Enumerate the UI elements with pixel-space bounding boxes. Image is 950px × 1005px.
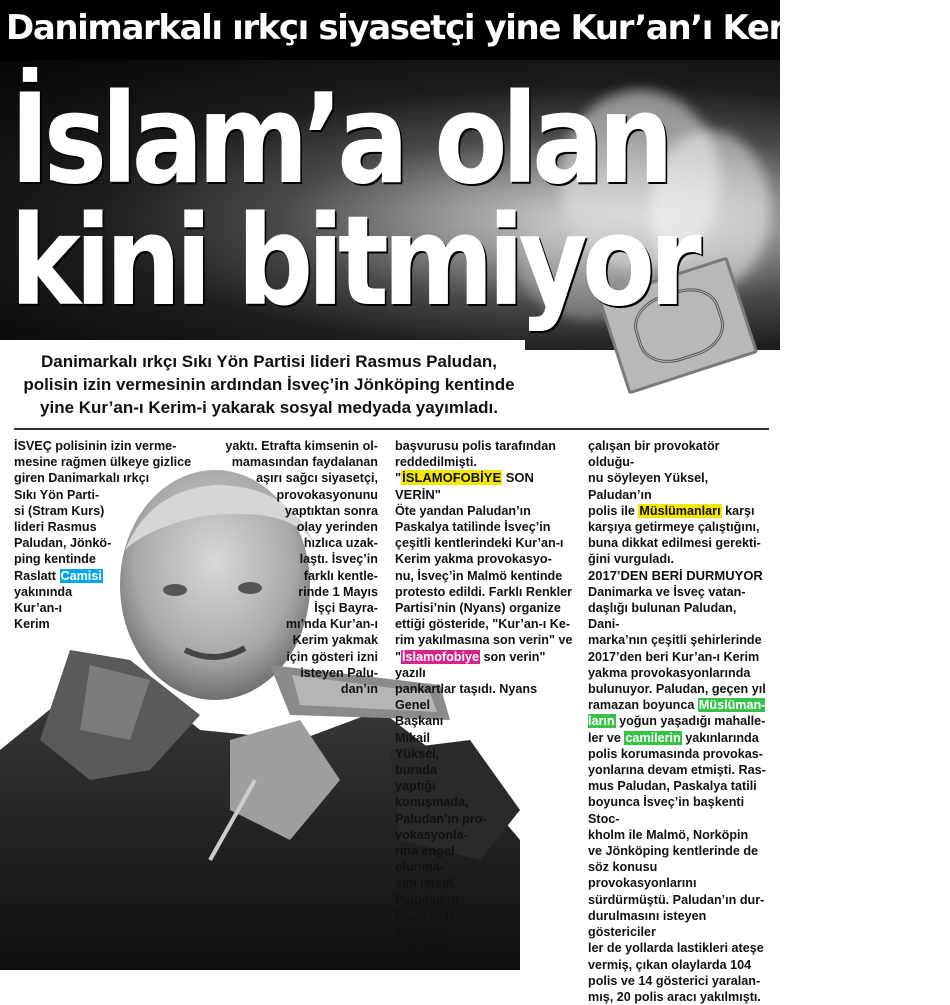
- body-text: çalışan bir provokatör olduğu- nu söyleyen Yüksel, Paludan’ın polis ile: [588, 439, 720, 518]
- subheading: "İSLAMOFOBİYE SON VERİN": [395, 470, 534, 502]
- lead-paragraph: Danimarkalı ırkçı Sıkı Yön Partisi lideri Rasmus Paludan, polisin izin vermesinin ardından İsveç’in Jönköping kentinde yine Kur’an-ı Kerim-i yakarak sosyal medyada yayımladı.: [23, 352, 515, 417]
- highlight-word: İSLAMOFOBİYE: [402, 470, 502, 486]
- highlight-word: camilerin: [625, 730, 681, 745]
- highlight-word: Müslümanları: [639, 503, 721, 518]
- headline-line-2: kini bitmiyor: [10, 190, 696, 334]
- kicker-text: Danimarkalı ırkçı siyasetçi yine Kur’an’ı Kerim-i yaktı: [6, 8, 950, 48]
- highlight-word: Müslüman- ların: [588, 698, 766, 729]
- headline-line-1: İslam’a olan: [10, 68, 668, 212]
- kicker-bar: [0, 0, 950, 60]
- highlight-word: İslamofobiye: [401, 649, 479, 664]
- body-text: yakınlarında polis korumasında provokas- yonlarına devam etmişti. Ras- mus Paludan, Paskalya tatili boyunca İsveç’in başkenti Stoc- kholm ile Malmö, Norköpin ve Jönköping kentlerinde de söz konusu provokasyonlarını sürdürmüştü. Paludan’ın dur- durulmasını isteyen göstericiler ler de yollarda lastikleri ateşe vermiş, çıkan olaylarda 104 polis ve 14 gösterici yaralan- mış, 20 polis aracı yakılmıştı.: [588, 730, 766, 1004]
- body-column-4: [588, 438, 766, 1005]
- body-text: karşı karşıya getirmeye çalıştığını, buna dikkat edilmesi gerekti- ğini vurguladı.: [588, 503, 761, 567]
- divider: [14, 428, 769, 430]
- subheading: 2017’DEN BERİ DURMUYOR: [588, 567, 763, 583]
- dropcap-word: İSVEÇ: [14, 439, 52, 453]
- body-text: başvurusu polis tarafından reddedilmişti.: [395, 439, 556, 470]
- body-text: yakınında Kur’an-ı Kerim: [14, 584, 73, 632]
- highlight-word: Camisi: [60, 568, 102, 583]
- body-text: son verin" yazılı pankartlar taşıdı. Nyans Genel Başkanı Mikail Yüksel, burada yaptığı konuşmada, Paludan’ın pro- vokasyonla- rına engel olunma- sını istedi. Paludan’ın İsveç’te iç karışıklık çıkartmaya: [395, 649, 546, 956]
- body-column-2: yaktı. Etrafta kimsenin ol- mamasından faydalanan aşırı sağcı siyasetçi, provokasyonunu yaptıktan sonra olay yerinden hızlıca uzak- laştı. İsveç’in farklı kentle- rinde 1 Mayıs İşçi Bayra- mı’nda Kur’an-ı Kerim yakmak için gösteri izni isteyen Palu- dan’ın: [225, 439, 378, 697]
- body-text: polisinin izin verme- mesine rağmen ülkeye gizlice giren Danimarkalı ırkçı Sıkı Yön Parti- si (Stram Kurs) lideri Rasmus Paludan, Jönkö- ping kentinde Raslatt: [14, 439, 192, 583]
- body-text: Danimarka ve İsveç vatan- daşlığı bulunan Paludan, Dani- marka’nın çeşitli şehirlerinde 2017’den beri Kur’an-ı Kerim yakma provokasyonlarında bulunuyor. Paludan, geçen yıl ramazan boyunca: [588, 584, 766, 713]
- body-column-1: [14, 438, 192, 632]
- body-text: yoğun yaşadığı mahalle- ler ve: [588, 714, 766, 745]
- body-column-3: [395, 438, 573, 957]
- body-text: Öte yandan Paludan’ın Paskalya tatilinde İsveç’in çeşitli kentlerindeki Kur’an-ı Kerim yakma provokasyo- nu, İsveç’in Malmö kentinde protesto edildi. Farklı Renkler Partisi’nin (Nyans) organize ettiği gösteride, "Kur’an-ı Ke- rim yakılmasına son verin" ve ": [395, 503, 573, 664]
